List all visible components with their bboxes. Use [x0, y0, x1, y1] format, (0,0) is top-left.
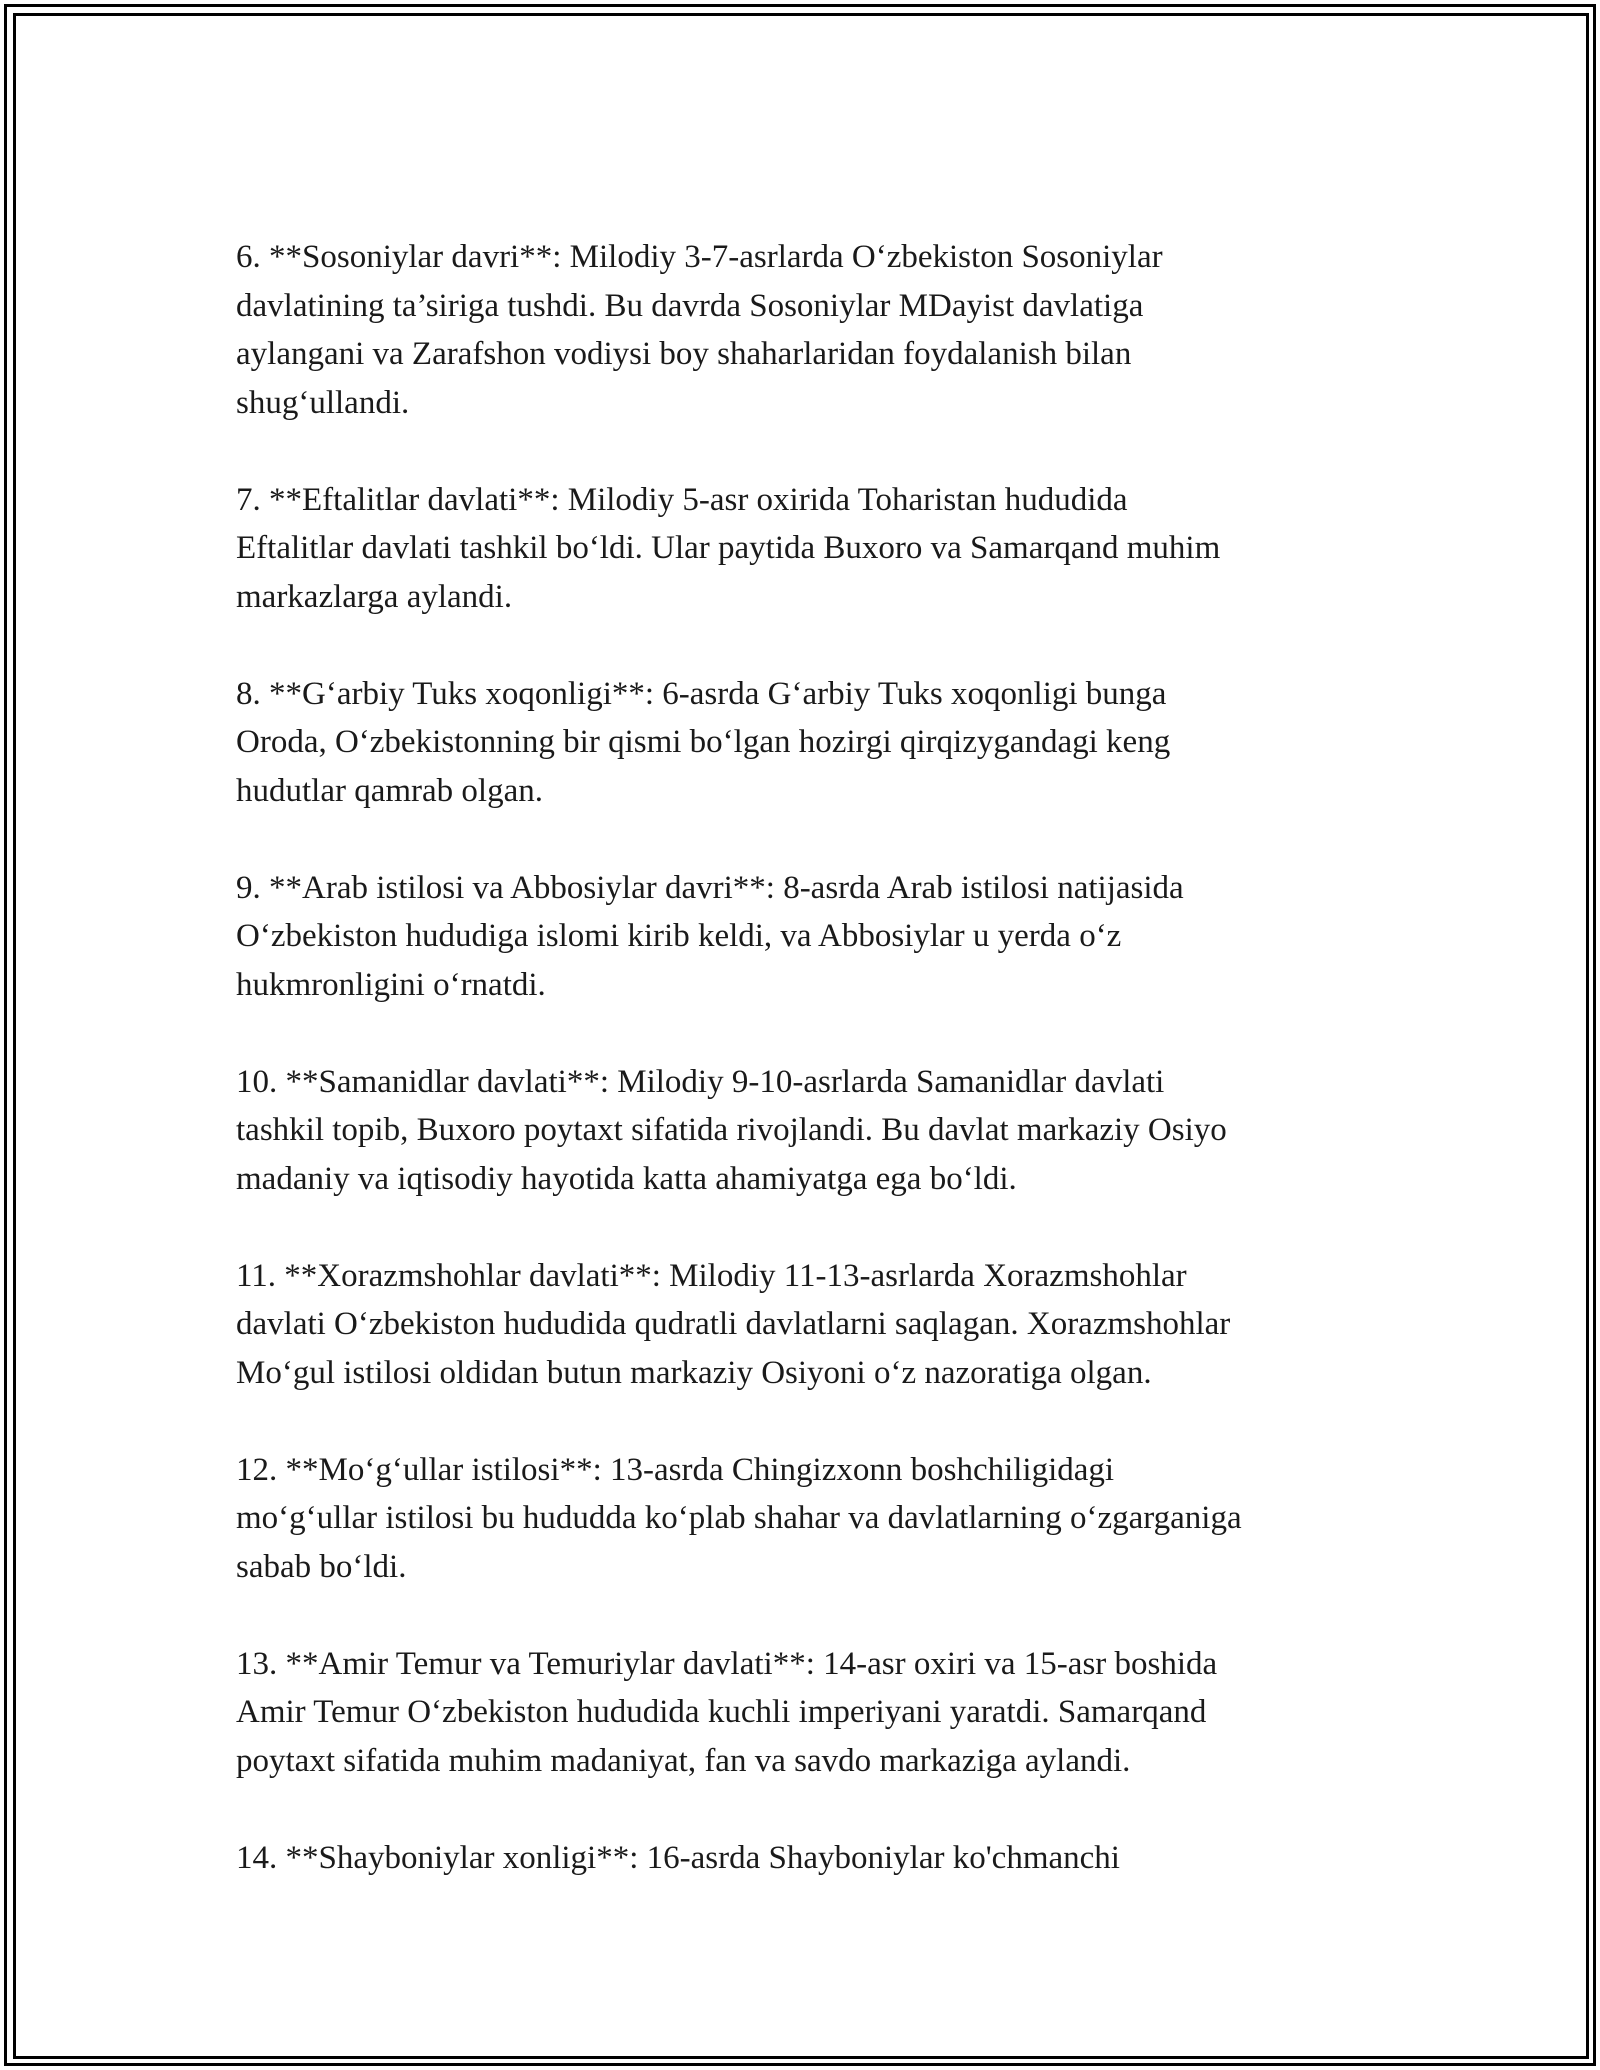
paragraph-item-12: 12. **Mo‘g‘ullar istilosi**: 13-asrda Chingizxonn boshchiligidagi mo‘g‘ullar istilosi bu hududda ko‘plab shahar va davlatlarning o‘zgarganiga sabab bo‘ldi.: [236, 1451, 1242, 1585]
paragraph-item-10: 10. **Samanidlar davlati**: Milodiy 9-10-asrlarda Samanidlar davlati tashkil topib, Buxoro poytaxt sifatida rivojlandi. Bu davlat markaziy Osiyo madaniy va iqtisodiy hayotida katta ahamiyatga ega bo‘ldi.: [236, 1063, 1227, 1197]
paragraph-item-9: 9. **Arab istilosi va Abbosiylar davri**: 8-asrda Arab istilosi natijasida O‘zbekiston hududiga islomi kirib keldi, va Abbosiylar u yerda o‘z hukmronligini o‘rnatdi.: [236, 869, 1184, 1003]
paragraph-item-14: 14. **Shayboniylar xonligi**: 16-asrda Shayboniylar ko'chmanchi: [236, 1839, 1120, 1876]
document-body: [236, 233, 1376, 1882]
paragraph-item-13: 13. **Amir Temur va Temuriylar davlati**: 14-asr oxiri va 15-asr boshida Amir Temur O‘zbekiston hududida kuchli imperiyani yaratdi. Samarqand poytaxt sifatida muhim madaniyat, fan va savdo markaziga aylandi.: [236, 1645, 1218, 1779]
paragraph-item-8: 8. **G‘arbiy Tuks xoqonligi**: 6-asrda G‘arbiy Tuks xoqonligi bunga Oroda, O‘zbekistonning bir qismi bo‘lgan hozirgi qirqizygandagi keng hudutlar qamrab olgan.: [236, 675, 1171, 809]
paragraph-item-11: 11. **Xorazmshohlar davlati**: Milodiy 11-13-asrlarda Xorazmshohlar davlati O‘zbekiston hududida qudratli davlatlarni saqlagan. Xorazmshohlar Mo‘gul istilosi oldidan butun markaziy Osiyoni o‘z nazoratiga olgan.: [236, 1257, 1231, 1391]
paragraph-item-7: 7. **Eftalitlar davlati**: Milodiy 5-asr oxirida Toharistan hududida Eftalitlar davlati tashkil bo‘ldi. Ular paytida Buxoro va Samarqand muhim markazlarga aylandi.: [236, 481, 1221, 615]
paragraph-item-6: 6. **Sosoniylar davri**: Milodiy 3-7-asrlarda O‘zbekiston Sosoniylar davlatining ta’siriga tushdi. Bu davrda Sosoniylar MDayist davlatiga aylangani va Zarafshon vodiysi boy shaharlaridan foydalanish bilan shug‘ullandi.: [236, 239, 1163, 421]
